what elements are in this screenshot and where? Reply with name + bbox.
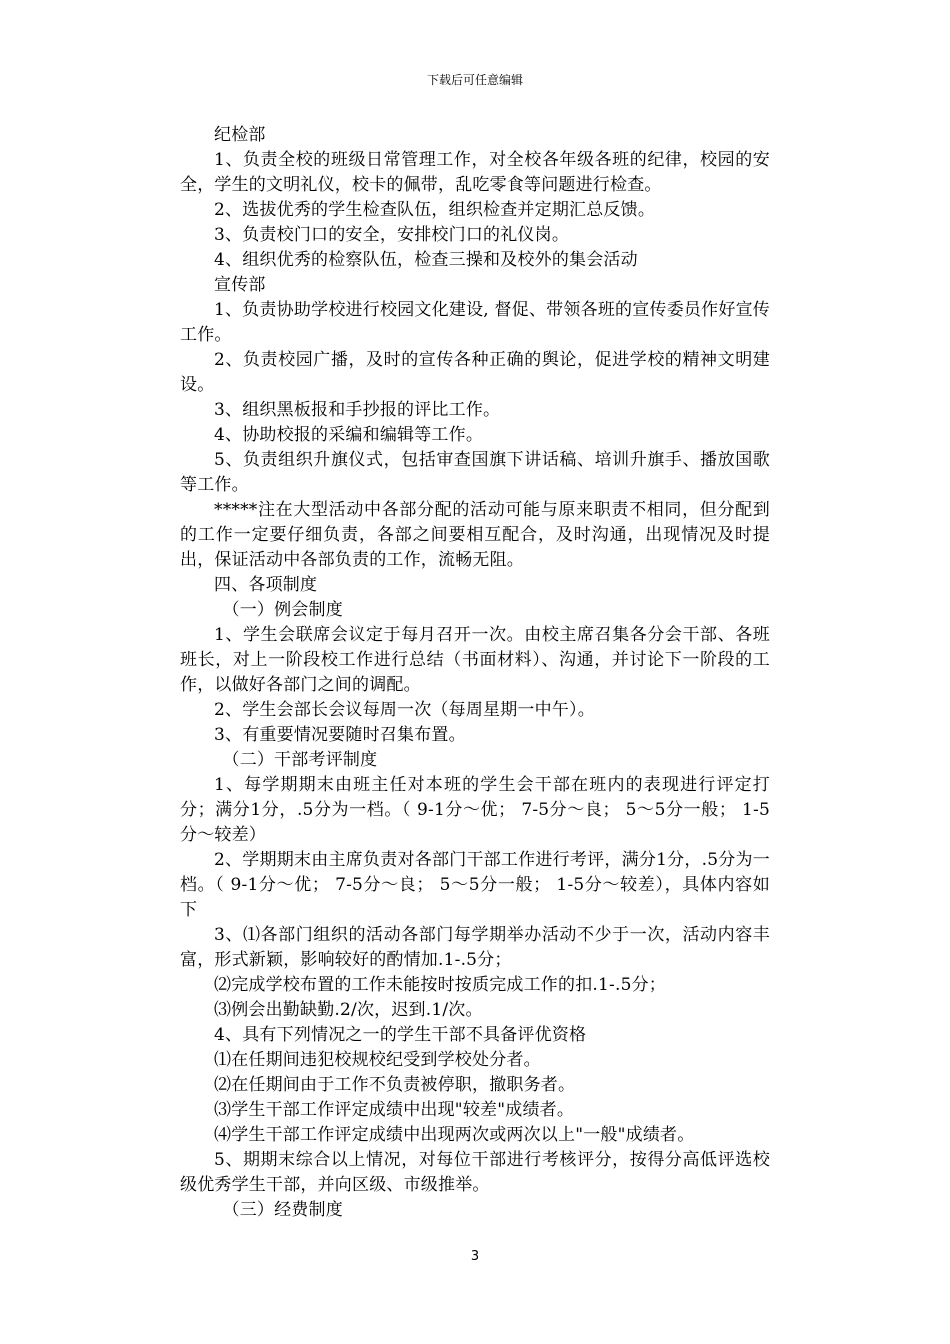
body-paragraph: 3、组织黑板报和手抄报的评比工作。 bbox=[214, 400, 501, 420]
body-paragraph: 2、学期期末由主席负责对各部门干部工作进行考评，满分1分，.5分为一档。（ 9-1分～优； 7-5分～良； 5～5分一般； 1-5分～较差），具体内容如下 bbox=[180, 850, 770, 920]
body-paragraph: 3、⑴各部门组织的活动各部门每学期举办活动不少于一次，活动内容丰富，形式新颖，影响较好的酌情加.1-.5分； bbox=[180, 925, 770, 970]
body-paragraph: 4、组织优秀的检察队伍，检查三操和及校外的集会活动 bbox=[214, 250, 638, 270]
body-paragraph: （二）干部考评制度 bbox=[222, 750, 378, 770]
body-paragraph: ⑷学生干部工作评定成绩中出现两次或两次以上"一般"成绩者。 bbox=[214, 1125, 695, 1145]
page-header: 下载后可任意编辑 bbox=[426, 73, 523, 87]
body-paragraph: ⑴在任期间违犯校规校纪受到学校处分者。 bbox=[214, 1050, 541, 1070]
body-paragraph: ⑶例会出勤缺勤.2/次，迟到.1/次。 bbox=[214, 1000, 483, 1020]
document-body bbox=[180, 123, 770, 1223]
body-paragraph: 纪检部 bbox=[214, 125, 266, 145]
body-paragraph: ⑵在任期间由于工作不负责被停职，撤职务者。 bbox=[214, 1075, 576, 1095]
body-paragraph: 1、负责协助学校进行校园文化建设, 督促、带领各班的宣传委员作好宣传工作。 bbox=[180, 300, 770, 345]
body-paragraph: *****注在大型活动中各部分配的活动可能与原来职责不相同，但分配到的工作一定要仔细负责，各部之间要相互配合，及时沟通，出现情况及时提出，保证活动中各部负责的工作，流畅无阻。 bbox=[180, 500, 770, 570]
body-paragraph: 4、协助校报的采编和编辑等工作。 bbox=[214, 425, 484, 445]
body-paragraph: 1、每学期期末由班主任对本班的学生会干部在班内的表现进行评定打分；满分1分，.5分为一档。（ 9-1分～优； 7-5分～良； 5～5分一般； 1-5分～较差） bbox=[180, 775, 770, 845]
body-paragraph: 四、各项制度 bbox=[214, 575, 318, 595]
body-paragraph: 3、有重要情况要随时召集布置。 bbox=[214, 725, 466, 745]
body-paragraph: ⑶学生干部工作评定成绩中出现"较差"成绩者。 bbox=[214, 1100, 575, 1120]
body-paragraph: （三）经费制度 bbox=[222, 1200, 343, 1220]
body-paragraph: 2、选拔优秀的学生检查队伍，组织检查并定期汇总反馈。 bbox=[214, 200, 656, 220]
body-paragraph: 2、负责校园广播，及时的宣传各种正确的舆论，促进学校的精神文明建设。 bbox=[180, 350, 770, 395]
body-paragraph: 宣传部 bbox=[214, 275, 266, 295]
body-paragraph: 5、负责组织升旗仪式，包括审查国旗下讲话稿、培训升旗手、播放国歌等工作。 bbox=[180, 450, 770, 495]
body-paragraph: 1、负责全校的班级日常管理工作，对全校各年级各班的纪律，校园的安全，学生的文明礼仪，校卡的佩带，乱吃零食等问题进行检查。 bbox=[180, 150, 770, 195]
body-paragraph: （一）例会制度 bbox=[222, 600, 343, 620]
body-paragraph: 2、学生会部长会议每周一次（每周星期一中午）。 bbox=[214, 700, 595, 720]
body-paragraph: 4、具有下列情况之一的学生干部不具备评优资格 bbox=[214, 1025, 587, 1045]
body-paragraph: 1、学生会联席会议定于每月召开一次。由校主席召集各分会干部、各班班长，对上一阶段校工作进行总结（书面材料）、沟通，并讨论下一阶段的工作，以做好各部门之间的调配。 bbox=[180, 625, 770, 695]
body-paragraph: 5、期期末综合以上情况，对每位干部进行考核评分，按得分高低评选校级优秀学生干部，并向区级、市级推举。 bbox=[180, 1150, 770, 1195]
body-paragraph: 3、负责校门口的安全，安排校门口的礼仪岗。 bbox=[214, 225, 570, 245]
body-paragraph: ⑵完成学校布置的工作未能按时按质完成工作的扣.1-.5分； bbox=[214, 975, 666, 995]
page-number: 3 bbox=[470, 1249, 480, 1264]
